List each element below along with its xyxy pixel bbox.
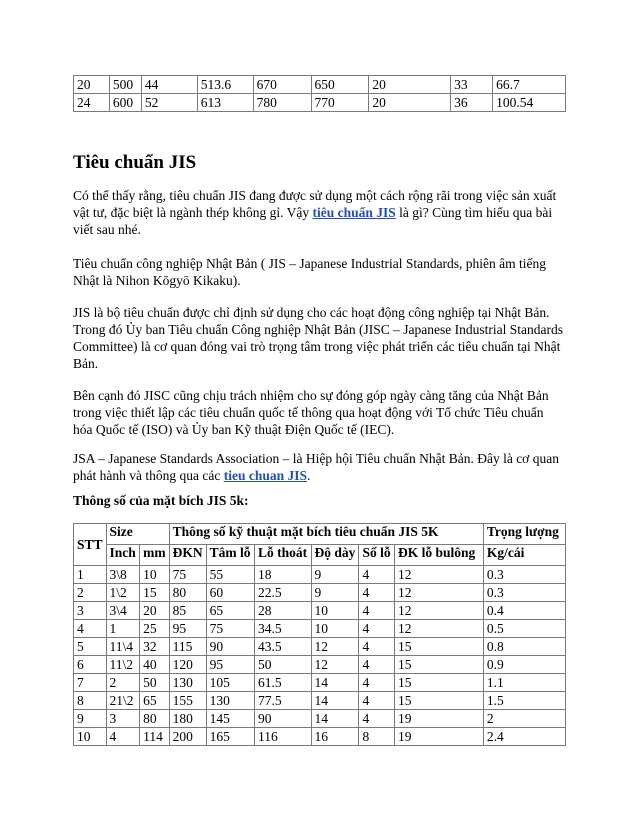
table-cell: 130 xyxy=(206,692,254,710)
table-cell: 36 xyxy=(451,94,493,112)
table-cell: 1.1 xyxy=(483,674,565,692)
table-cell: 4 xyxy=(359,584,395,602)
table-cell: 500 xyxy=(109,76,141,94)
table-cell: 1 xyxy=(74,566,107,584)
table-cell: 650 xyxy=(311,76,369,94)
table-cell: 28 xyxy=(254,602,311,620)
table-row xyxy=(74,692,566,710)
table-row xyxy=(74,94,566,112)
table-header-row-2 xyxy=(74,545,566,566)
table-row xyxy=(74,620,566,638)
table-cell: 14 xyxy=(311,674,359,692)
table-cell: 90 xyxy=(206,638,254,656)
table-cell: 20 xyxy=(74,76,110,94)
top-table-body xyxy=(74,76,566,112)
table-cell: 34.5 xyxy=(254,620,311,638)
table-cell: 20 xyxy=(369,76,451,94)
table-cell: 75 xyxy=(169,566,206,584)
table-cell: 18 xyxy=(254,566,311,584)
table-cell: 4 xyxy=(359,566,395,584)
table-row xyxy=(74,76,566,94)
table-cell: 90 xyxy=(254,710,311,728)
table-cell: 10 xyxy=(311,602,359,620)
table-cell: 6 xyxy=(74,656,107,674)
table-cell: 33 xyxy=(451,76,493,94)
jis-usage-paragraph: JIS là bộ tiêu chuẩn được chỉ định sử dụng cho các hoạt động công nghiệp tại Nhật Bản. Trong đó Ủy ban Tiêu chuẩn Công nghiệp Nhật Bản (JISC – Japanese Industrial Standards Committee) là cơ quan đóng vai trò trọng tâm trong việc phát triển các tiêu chuẩn tại Nhật Bản. xyxy=(73,305,563,371)
table-cell: 670 xyxy=(253,76,311,94)
table-cell: 14 xyxy=(311,692,359,710)
table-cell: 12 xyxy=(394,620,483,638)
table-cell: 180 xyxy=(169,710,206,728)
table-cell: 9 xyxy=(74,710,107,728)
table-cell: 4 xyxy=(359,620,395,638)
header-stt: STT xyxy=(74,524,107,566)
table-cell: 10 xyxy=(311,620,359,638)
header-lo-thoat: Lỗ thoát xyxy=(254,545,311,566)
table-cell: 3 xyxy=(106,710,140,728)
table-cell: 60 xyxy=(206,584,254,602)
table-cell: 100.54 xyxy=(493,94,566,112)
table-header-row-1 xyxy=(74,524,566,545)
table-cell: 44 xyxy=(141,76,197,94)
table-cell: 0.3 xyxy=(483,584,565,602)
header-tam-lo: Tâm lỗ xyxy=(206,545,254,566)
table-cell: 145 xyxy=(206,710,254,728)
table-cell: 12 xyxy=(394,566,483,584)
table-cell: 3 xyxy=(74,602,107,620)
table-cell: 4 xyxy=(359,710,395,728)
table-cell: 1.5 xyxy=(483,692,565,710)
table-cell: 11\4 xyxy=(106,638,140,656)
header-so-lo: Số lỗ xyxy=(359,545,395,566)
jis5k-table-body xyxy=(74,566,566,746)
table-cell: 12 xyxy=(394,584,483,602)
jisc-paragraph: Bên cạnh đó JISC cũng chịu trách nhiệm cho sự đóng góp ngày càng tăng của Nhật Bản trong việc thiết lập các tiêu chuẩn quốc tế thông qua hoạt động với Tổ chức Tiêu chuẩn hóa Quốc tế (ISO) và Ủy ban Kỹ thuật Điện Quốc tế (IEC). xyxy=(73,388,549,437)
table-cell: 19 xyxy=(394,728,483,746)
table-cell: 43.5 xyxy=(254,638,311,656)
intro-text-after: là gì? Cùng tìm hiểu qua bài viết sau nhé. xyxy=(73,205,553,237)
table-cell: 22.5 xyxy=(254,584,311,602)
table-cell: 12 xyxy=(311,656,359,674)
table-cell: 80 xyxy=(169,584,206,602)
table-cell: 4 xyxy=(359,692,395,710)
table-cell: 3\4 xyxy=(106,602,140,620)
table-cell: 200 xyxy=(169,728,206,746)
table-cell: 513.6 xyxy=(197,76,253,94)
table-cell: 0.4 xyxy=(483,602,565,620)
table-cell: 12 xyxy=(394,602,483,620)
table-cell: 0.5 xyxy=(483,620,565,638)
table-cell: 14 xyxy=(311,710,359,728)
table-cell: 5 xyxy=(74,638,107,656)
table-cell: 165 xyxy=(206,728,254,746)
table-cell: 20 xyxy=(369,94,451,112)
table-row xyxy=(74,674,566,692)
table-cell: 85 xyxy=(169,602,206,620)
table-cell: 12 xyxy=(311,638,359,656)
table-cell: 0.3 xyxy=(483,566,565,584)
table-cell: 4 xyxy=(359,602,395,620)
table-cell: 50 xyxy=(140,674,170,692)
table-cell: 40 xyxy=(140,656,170,674)
table-cell: 114 xyxy=(140,728,170,746)
table-cell: 9 xyxy=(311,566,359,584)
table-cell: 120 xyxy=(169,656,206,674)
table-cell: 15 xyxy=(140,584,170,602)
table-cell: 130 xyxy=(169,674,206,692)
table-cell: 55 xyxy=(206,566,254,584)
table-cell: 0.8 xyxy=(483,638,565,656)
table-cell: 7 xyxy=(74,674,107,692)
jis-standard-link-2[interactable]: tieu chuan JIS xyxy=(223,468,307,483)
section-heading: Tiêu chuẩn JIS xyxy=(73,152,197,173)
table-cell: 9 xyxy=(311,584,359,602)
table-cell: 95 xyxy=(206,656,254,674)
table-row xyxy=(74,566,566,584)
table-row xyxy=(74,584,566,602)
table-cell: 16 xyxy=(311,728,359,746)
table-cell: 3\8 xyxy=(106,566,140,584)
table-cell: 32 xyxy=(140,638,170,656)
table-cell: 15 xyxy=(394,692,483,710)
table-cell: 50 xyxy=(254,656,311,674)
header-mm: mm xyxy=(140,545,170,566)
table-cell: 8 xyxy=(74,692,107,710)
intro-paragraph xyxy=(73,187,565,238)
table-cell: 19 xyxy=(394,710,483,728)
table-cell: 2 xyxy=(74,584,107,602)
table-cell: 115 xyxy=(169,638,206,656)
table-cell: 1\2 xyxy=(106,584,140,602)
table-cell: 4 xyxy=(74,620,107,638)
table-cell: 52 xyxy=(141,94,197,112)
header-spec: Thông số kỹ thuật mặt bích tiêu chuẩn JIS 5K xyxy=(169,524,483,545)
table-cell: 2.4 xyxy=(483,728,565,746)
intro-text-before: Có thể thấy rằng, tiêu chuẩn JIS đang được sử dụng một cách rộng rãi trong việc sản xuất vật tư, đặc biệt là ngành thép không gỉ. Vậy xyxy=(73,188,557,220)
table-cell: 66.7 xyxy=(493,76,566,94)
table-cell: 105 xyxy=(206,674,254,692)
table-cell: 770 xyxy=(311,94,369,112)
table-cell: 10 xyxy=(140,566,170,584)
table-row xyxy=(74,728,566,746)
table-cell: 80 xyxy=(140,710,170,728)
table-cell: 21\2 xyxy=(106,692,140,710)
header-size: Size xyxy=(106,524,169,545)
header-inch: Inch xyxy=(106,545,140,566)
jis-standard-link[interactable]: tiêu chuẩn JIS xyxy=(312,205,396,220)
header-dkn: ĐKN xyxy=(169,545,206,566)
table-cell: 4 xyxy=(359,638,395,656)
jsa-text-after: . xyxy=(306,468,311,483)
table-cell: 780 xyxy=(253,94,311,112)
header-weight: Trọng lượng xyxy=(483,524,565,545)
jis-definition-paragraph: Tiêu chuẩn công nghiệp Nhật Bản ( JIS – Japanese Industrial Standards, phiên âm tiếng Nhật là Nihon Kōgyō Kikaku). xyxy=(73,256,547,288)
table-cell: 20 xyxy=(140,602,170,620)
table-cell: 11\2 xyxy=(106,656,140,674)
table-cell: 65 xyxy=(206,602,254,620)
table-cell: 77.5 xyxy=(254,692,311,710)
table-cell: 4 xyxy=(106,728,140,746)
jis5k-subheading: Thông số của mặt bích JIS 5k: xyxy=(73,493,249,508)
jsa-paragraph xyxy=(73,450,565,484)
table-row xyxy=(74,602,566,620)
table-cell: 15 xyxy=(394,656,483,674)
table-cell: 155 xyxy=(169,692,206,710)
table-cell: 1 xyxy=(106,620,140,638)
table-cell: 95 xyxy=(169,620,206,638)
table-row xyxy=(74,710,566,728)
table-cell: 4 xyxy=(359,656,395,674)
table-cell: 4 xyxy=(359,674,395,692)
jsa-text-before: JSA – Japanese Standards Association – là Hiệp hội Tiêu chuẩn Nhật Bản. Đây là cơ quan phát hành và thông qua các xyxy=(73,451,559,483)
table-cell: 0.9 xyxy=(483,656,565,674)
table-cell: 10 xyxy=(74,728,107,746)
jis5k-flange-table xyxy=(73,523,566,746)
table-cell: 613 xyxy=(197,94,253,112)
table-cell: 15 xyxy=(394,638,483,656)
table-cell: 2 xyxy=(483,710,565,728)
table-cell: 15 xyxy=(394,674,483,692)
table-cell: 8 xyxy=(359,728,395,746)
table-cell: 65 xyxy=(140,692,170,710)
table-row xyxy=(74,638,566,656)
header-do-day: Độ dày xyxy=(311,545,359,566)
table-cell: 25 xyxy=(140,620,170,638)
header-dk-lo-bulong: ĐK lỗ bulông xyxy=(394,545,483,566)
header-kg-cai: Kg/cái xyxy=(483,545,565,566)
table-cell: 116 xyxy=(254,728,311,746)
table-row xyxy=(74,656,566,674)
table-cell: 600 xyxy=(109,94,141,112)
table-cell: 2 xyxy=(106,674,140,692)
table-cell: 75 xyxy=(206,620,254,638)
table-cell: 61.5 xyxy=(254,674,311,692)
flange-data-table-continued xyxy=(73,75,566,112)
table-cell: 24 xyxy=(74,94,110,112)
